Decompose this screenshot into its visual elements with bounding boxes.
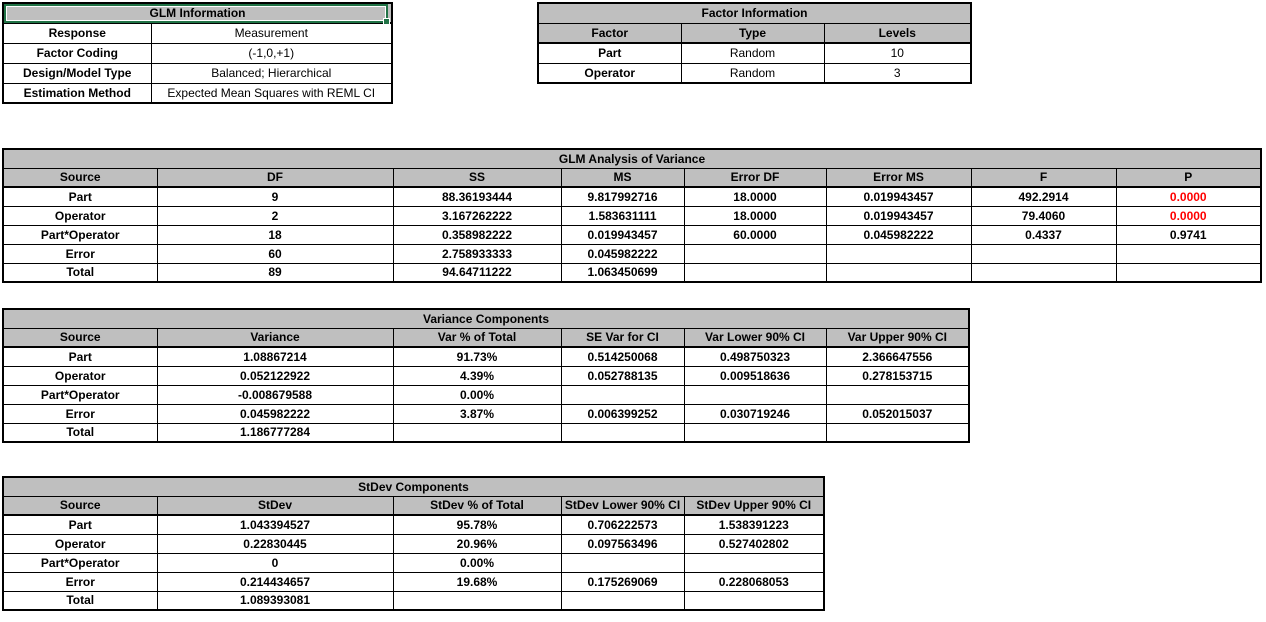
cell[interactable]: 492.2914 [971,187,1116,206]
cell[interactable]: 1.538391223 [684,515,824,534]
column-header[interactable]: Source [3,168,157,187]
cell[interactable] [684,591,824,610]
cell[interactable]: 94.64711222 [393,263,561,282]
row-label[interactable]: Error [3,244,157,263]
row-label[interactable]: Operator [538,63,681,83]
cell[interactable]: 95.78% [393,515,561,534]
cell[interactable]: 0.019943457 [561,225,684,244]
cell[interactable]: 0.175269069 [561,572,684,591]
column-header[interactable]: Source [3,496,157,515]
table-row [3,534,824,553]
row-label[interactable]: Design/Model Type [3,63,151,83]
cell[interactable]: (-1,0,+1) [151,43,392,63]
table-row [538,43,971,63]
table-row [3,553,824,572]
column-header[interactable]: Factor [538,23,681,43]
cell[interactable] [393,591,561,610]
cell[interactable]: 1.186777284 [157,423,393,442]
row-label[interactable]: Error [3,404,157,423]
column-header[interactable]: Type [681,23,824,43]
row-label[interactable]: Part*Operator [3,553,157,572]
row-label[interactable]: Operator [3,206,157,225]
variance-components-table [2,308,970,443]
header-row [3,328,969,347]
cell[interactable]: 88.36193444 [393,187,561,206]
cell[interactable]: 1.063450699 [561,263,684,282]
cell[interactable] [826,244,971,263]
table-row [3,23,392,43]
stdev-components-table [2,476,825,611]
anova-table [2,148,1262,283]
column-header[interactable]: Variance [157,328,393,347]
cell[interactable]: Measurement [151,23,392,43]
cell[interactable] [561,553,684,572]
table-row [3,63,392,83]
column-header[interactable]: Levels [824,23,971,43]
cell[interactable] [1116,263,1261,282]
column-header[interactable]: DF [157,168,393,187]
cell[interactable] [561,591,684,610]
fill-handle[interactable] [383,18,390,25]
table-row [538,63,971,83]
cell[interactable]: 3.87% [393,404,561,423]
cell[interactable]: 0.045982222 [561,244,684,263]
cell[interactable]: 60 [157,244,393,263]
cell[interactable] [393,423,561,442]
cell[interactable]: 0.019943457 [826,206,971,225]
cell[interactable]: Expected Mean Squares with REML CI [151,83,392,103]
cell[interactable]: 0.00% [393,553,561,572]
cell[interactable] [826,385,969,404]
cell[interactable] [561,385,684,404]
column-header[interactable]: Var Lower 90% CI [684,328,826,347]
cell[interactable]: 0.514250068 [561,347,684,366]
table-row [3,404,969,423]
cell[interactable] [1116,244,1261,263]
column-header[interactable]: Var % of Total [393,328,561,347]
table-row [3,263,1261,282]
factor-information-table [537,2,972,84]
table-row [3,572,824,591]
row-label[interactable]: Part [3,515,157,534]
cell[interactable]: 0.052015037 [826,404,969,423]
cell[interactable]: 0.358982222 [393,225,561,244]
factor-info-title[interactable]: Factor Information [538,3,971,23]
row-label[interactable]: Part*Operator [3,225,157,244]
row-label[interactable]: Total [3,423,157,442]
cell[interactable]: 2.366647556 [826,347,969,366]
cell[interactable]: 2 [157,206,393,225]
row-label[interactable]: Part [3,347,157,366]
column-header[interactable]: StDev [157,496,393,515]
cell[interactable]: 0.045982222 [157,404,393,423]
cell[interactable] [684,385,826,404]
column-header[interactable]: Error MS [826,168,971,187]
row-label[interactable]: Total [3,591,157,610]
cell[interactable]: 18 [157,225,393,244]
table-row [3,385,969,404]
cell[interactable]: 9.817992716 [561,187,684,206]
header-row [3,496,824,515]
cell[interactable]: 0.097563496 [561,534,684,553]
row-label[interactable]: Operator [3,366,157,385]
cell[interactable] [684,263,826,282]
cell[interactable]: 91.73% [393,347,561,366]
glm-info-title[interactable]: GLM Information [3,3,392,23]
cell[interactable] [971,263,1116,282]
stdev-components-title[interactable]: StDev Components [3,477,824,496]
cell[interactable]: 79.4060 [971,206,1116,225]
row-label[interactable]: Total [3,263,157,282]
table-row [3,225,1261,244]
cell[interactable]: 19.68% [393,572,561,591]
row-label[interactable]: Part [538,43,681,63]
row-label[interactable]: Part [3,187,157,206]
table-row [3,187,1261,206]
cell[interactable]: Random [681,43,824,63]
anova-title[interactable]: GLM Analysis of Variance [3,149,1261,168]
p-value-cell[interactable]: 0.9741 [1116,225,1261,244]
table-row [3,83,392,103]
table-row [3,591,824,610]
header-row [3,168,1261,187]
cell[interactable]: 18.0000 [684,206,826,225]
row-label[interactable]: Response [3,23,151,43]
cell[interactable]: 0 [157,553,393,572]
cell[interactable]: Balanced; Hierarchical [151,63,392,83]
cell[interactable]: 2.758933333 [393,244,561,263]
cell[interactable] [971,244,1116,263]
cell[interactable]: 18.0000 [684,187,826,206]
cell[interactable]: 0.009518636 [684,366,826,385]
column-header[interactable]: Error DF [684,168,826,187]
variance-components-title[interactable]: Variance Components [3,309,969,328]
cell[interactable]: 3.167262222 [393,206,561,225]
column-header[interactable]: StDev Upper 90% CI [684,496,824,515]
cell[interactable] [826,423,969,442]
cell[interactable] [684,244,826,263]
cell[interactable]: 0.019943457 [826,187,971,206]
cell[interactable]: 0.214434657 [157,572,393,591]
cell[interactable]: 0.006399252 [561,404,684,423]
table-row [3,206,1261,225]
table-row [3,43,392,63]
column-header[interactable]: P [1116,168,1261,187]
p-value-cell[interactable]: 0.0000 [1116,187,1261,206]
cell[interactable]: 4.39% [393,366,561,385]
column-header[interactable]: StDev Lower 90% CI [561,496,684,515]
column-header[interactable]: StDev % of Total [393,496,561,515]
cell[interactable]: 0.278153715 [826,366,969,385]
row-label[interactable]: Part*Operator [3,385,157,404]
table-row [3,366,969,385]
cell[interactable]: 0.22830445 [157,534,393,553]
row-label[interactable]: Estimation Method [3,83,151,103]
cell[interactable]: Random [681,63,824,83]
cell[interactable] [826,263,971,282]
row-label[interactable]: Error [3,572,157,591]
cell[interactable]: 1.08867214 [157,347,393,366]
table-row [3,347,969,366]
cell[interactable]: 1.043394527 [157,515,393,534]
p-value-cell[interactable]: 0.0000 [1116,206,1261,225]
cell[interactable]: 0.052122922 [157,366,393,385]
table-row [3,515,824,534]
column-header[interactable]: Source [3,328,157,347]
column-header[interactable]: SE Var for CI [561,328,684,347]
cell[interactable]: 1.089393081 [157,591,393,610]
cell[interactable]: 0.498750323 [684,347,826,366]
cell[interactable]: 60.0000 [684,225,826,244]
cell[interactable]: 0.4337 [971,225,1116,244]
cell[interactable] [684,423,826,442]
cell[interactable]: 0.052788135 [561,366,684,385]
cell[interactable] [561,423,684,442]
cell[interactable]: 10 [824,43,971,63]
glm-information-table [2,2,393,104]
row-label[interactable]: Operator [3,534,157,553]
row-label[interactable]: Factor Coding [3,43,151,63]
column-header[interactable]: SS [393,168,561,187]
cell[interactable]: 0.527402802 [684,534,824,553]
cell[interactable]: 0.045982222 [826,225,971,244]
cell[interactable]: 20.96% [393,534,561,553]
header-row [538,23,971,43]
cell[interactable]: 3 [824,63,971,83]
cell[interactable]: 0.030719246 [684,404,826,423]
cell[interactable] [684,553,824,572]
cell[interactable]: 0.00% [393,385,561,404]
cell[interactable]: 1.583631111 [561,206,684,225]
cell[interactable]: 0.706222573 [561,515,684,534]
column-header[interactable]: Var Upper 90% CI [826,328,969,347]
table-row [3,423,969,442]
cell[interactable]: -0.008679588 [157,385,393,404]
table-row [3,244,1261,263]
cell[interactable]: 0.228068053 [684,572,824,591]
column-header[interactable]: F [971,168,1116,187]
cell[interactable]: 89 [157,263,393,282]
cell[interactable]: 9 [157,187,393,206]
column-header[interactable]: MS [561,168,684,187]
